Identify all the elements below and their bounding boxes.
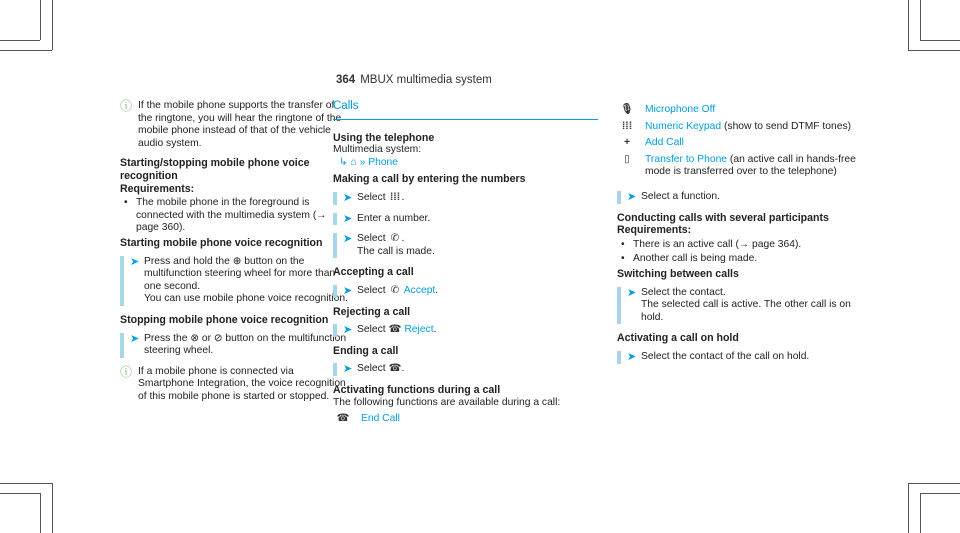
heading: Accepting a call — [333, 266, 414, 279]
arrow-right-icon: ➤ — [343, 284, 353, 297]
heading: Using the telephone — [333, 131, 435, 144]
step: ➤ Select ⁞⁞⁞. — [333, 192, 598, 205]
arrow-right-icon: ➤ — [627, 350, 637, 363]
phone-call-icon: ✆ — [390, 284, 400, 296]
function-item — [333, 413, 598, 426]
microphone-off-icon: 🎙 — [620, 104, 634, 115]
path-arrow-icon: ↳ — [339, 156, 348, 168]
info-icon: ⓘ — [120, 364, 133, 379]
keypad-icon: ⁞⁞⁞ — [389, 191, 401, 203]
arrow-right-icon: ➤ — [130, 332, 140, 345]
arrow-right-icon: ➤ — [343, 363, 353, 376]
arrow-right-icon: ➤ — [343, 212, 353, 225]
step: ➤ Press and hold the ⊕ button on the multifunction steering wheel for more than one second. You can use mobile phone voice recognition. — [120, 256, 350, 306]
reject-link[interactable]: Reject — [404, 324, 434, 336]
column-3 — [617, 100, 862, 372]
heading: Stopping mobile phone voice recognition — [120, 313, 329, 326]
heading: Starting/stopping mobile phone voice recognition — [120, 157, 310, 182]
crop-mark — [920, 493, 921, 533]
end-call-icon: ☎ — [388, 324, 402, 336]
crop-mark — [0, 50, 52, 51]
end-call-link[interactable]: End Call — [361, 413, 400, 425]
page-header — [336, 74, 492, 86]
arrow-right-icon: ➤ — [343, 191, 353, 204]
microphone-off-link[interactable]: Microphone Off — [645, 104, 716, 115]
crop-mark — [0, 40, 40, 41]
arrow-right-icon: ➤ — [343, 324, 353, 337]
crop-mark — [908, 483, 909, 533]
numeric-keypad-link[interactable]: Numeric Keypad — [645, 120, 722, 132]
heading: Switching between calls — [617, 267, 739, 280]
crop-mark — [920, 493, 960, 494]
step: ➤ Select the contact. The selected call is active. The other call is on hold. — [617, 287, 862, 325]
function-item: ▯ Transfer to Phone (an active call in hands-free mode is transferred over to the telephone) — [617, 154, 862, 179]
heading: Activating a call on hold — [617, 332, 739, 345]
column-1 — [120, 99, 353, 410]
crop-mark — [908, 0, 909, 50]
crop-mark — [40, 493, 41, 533]
info-icon: ⓘ — [120, 99, 133, 113]
step: ➤ Select ☎. — [333, 363, 598, 376]
crop-mark — [908, 483, 960, 484]
function-item — [617, 137, 862, 150]
phone-link[interactable]: Phone — [368, 156, 399, 168]
section-title: Calls — [333, 100, 598, 120]
crop-mark — [0, 483, 52, 484]
end-call-icon: ☎ — [336, 413, 350, 425]
heading: Rejecting a call — [333, 305, 411, 318]
crop-mark — [52, 483, 53, 533]
page-number: 364 — [336, 74, 356, 86]
transfer-phone-icon: ▯ — [624, 153, 630, 165]
plus-icon: + — [623, 137, 630, 149]
crop-mark — [920, 0, 921, 40]
requirements-label: Requirements: — [120, 182, 195, 195]
accept-link[interactable]: Accept — [403, 284, 436, 296]
crop-mark — [908, 50, 960, 51]
list-item: • Another call is being made. — [617, 253, 862, 266]
end-call-icon: ☎ — [388, 363, 402, 375]
note: ⓘ If the mobile phone supports the transfer of the ringtone, you will hear the ringtone of the mobile phone instead of that of the vehicle audio system. — [120, 99, 342, 149]
crop-mark — [52, 0, 53, 50]
arrow-right-icon: ➤ — [343, 233, 353, 246]
function-item: ⁞⁞⁞ Numeric Keypad (show to send DTMF tones) — [617, 121, 862, 134]
heading: Starting mobile phone voice recognition — [120, 236, 323, 249]
list-item: • The mobile phone in the foreground is connected with the multimedia system (→ page 360). — [120, 197, 350, 235]
chevron-double-icon: » — [359, 156, 366, 168]
phone-call-icon: ✆ — [390, 233, 400, 245]
requirements-label: Requirements: — [617, 224, 692, 237]
menu-path — [333, 157, 598, 170]
step: ➤ Enter a number. — [333, 213, 598, 226]
heading: Conducting calls with several participants — [617, 211, 829, 224]
page-title: MBUX multimedia system — [360, 74, 492, 86]
function-item — [617, 104, 862, 117]
transfer-to-phone-link[interactable]: Transfer to Phone — [645, 153, 728, 165]
column-2: Calls Using the telephone Multimedia system: ↳ ⌂ » Phone Making a call by entering the numbers ➤ Select ⁞⁞⁞. ➤ Enter a number. ➤ Select ✆ . The call is made. Accepting a call ➤ Select ✆ Accept. Rejecting a call ➤ Select ☎ Reject. Ending a call ➤ Select ☎. Activating functions during a call The following functions are available during a call: ☎ End Call — [333, 100, 598, 430]
step: ➤ Press the ⊗ or ⊘ button on the multifunction steering wheel. — [120, 333, 350, 358]
step: ➤ Select ✆ Accept. — [333, 285, 598, 298]
heading: Activating functions during a call — [333, 383, 501, 396]
step: ➤ Select ☎ Reject. — [333, 324, 598, 337]
list-item: • There is an active call (→ page 364). — [617, 239, 862, 252]
keypad-icon: ⁞⁞⁞ — [621, 120, 633, 132]
home-icon: ⌂ — [350, 156, 357, 168]
add-call-link[interactable]: Add Call — [645, 137, 684, 149]
heading: Making a call by entering the numbers — [333, 173, 526, 186]
arrow-right-icon: ➤ — [627, 286, 637, 299]
crop-mark — [920, 40, 960, 41]
note: ⓘ If a mobile phone is connected via Smartphone Integration, the voice recognition of this mobile phone is started or stopped. — [120, 364, 346, 402]
heading: Ending a call — [333, 344, 399, 357]
step: ➤ Select ✆ . The call is made. — [333, 233, 598, 258]
crop-mark — [0, 493, 40, 494]
crop-mark — [40, 0, 41, 40]
step: ➤ Select a function. — [617, 191, 862, 204]
arrow-right-icon: ➤ — [627, 190, 637, 203]
step: ➤ Select the contact of the call on hold. — [617, 351, 862, 364]
arrow-right-icon: ➤ — [130, 255, 140, 268]
